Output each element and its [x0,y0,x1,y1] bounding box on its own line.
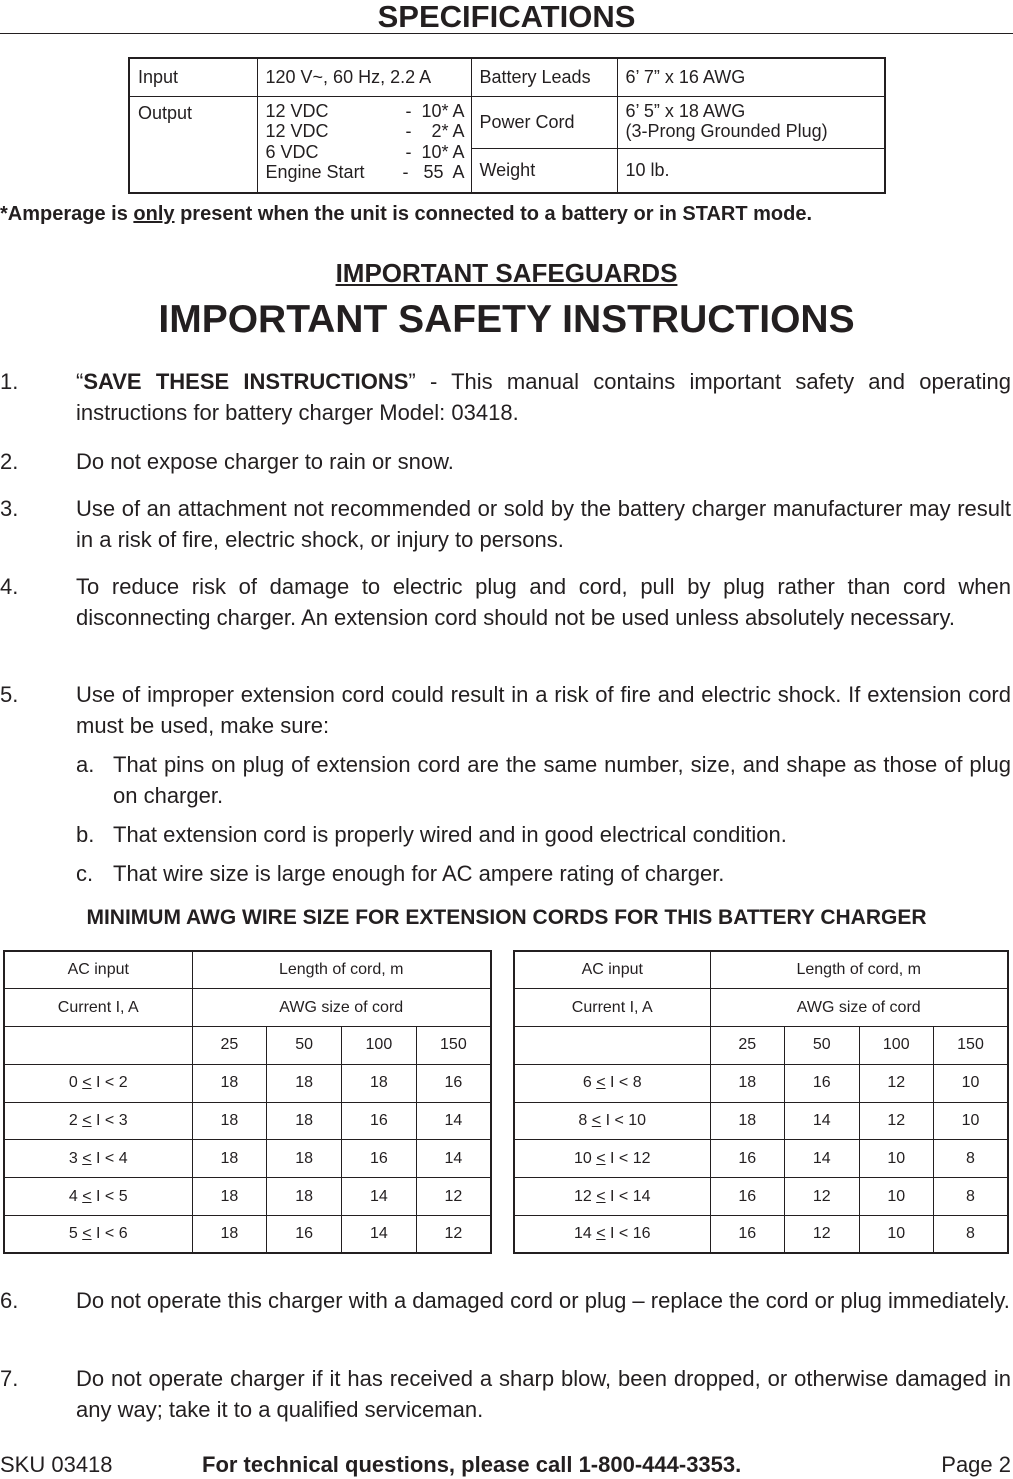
length-cell: 100 [342,1027,417,1065]
awg-cell: 8 [934,1140,1009,1178]
awg-cell: 18 [267,1102,342,1140]
weight-value: 10 lb. [617,148,885,193]
header-row [514,989,1008,1027]
awg-cell: 18 [192,1102,267,1140]
length-cell: 150 [416,1027,491,1065]
page-title: SPECIFICATIONS [0,0,1013,34]
input-label: Input [129,58,257,96]
length-row [4,1027,491,1065]
current-range: 5 < I < 6 [4,1216,192,1254]
awg-cell: 12 [859,1102,934,1140]
awg-cell: 18 [710,1102,785,1140]
output-values [257,96,471,193]
awg-cell: 16 [342,1102,417,1140]
header-cell: Current I, A [514,989,710,1027]
length-cell: 50 [785,1027,860,1065]
awg-cell: 10 [859,1216,934,1254]
table-row [4,1178,491,1216]
awg-cell: 18 [192,1064,267,1102]
awg-cell: 12 [416,1216,491,1254]
list-item: 5. Use of improper extension cord could result in a risk of fire and electric shock. If extension cord must be used, make sure: [0,682,1011,738]
awg-cell: 10 [859,1178,934,1216]
length-cell: 25 [192,1027,267,1065]
list-item: 2. Do not expose charger to rain or snow. [0,449,454,474]
current-range: 2 < I < 3 [4,1102,192,1140]
awg-cell: 8 [934,1216,1009,1254]
table-row [514,1102,1008,1140]
awg-cell: 16 [710,1140,785,1178]
awg-cell: 14 [342,1216,417,1254]
amperage-note: *Amperage is only present when the unit is connected to a battery or in START mode. [0,203,812,225]
awg-cell: 12 [416,1178,491,1216]
current-range: 10 < I < 12 [514,1140,710,1178]
awg-cell: 10 [934,1064,1009,1102]
header-row [4,989,491,1027]
header-cell: AWG size of cord [710,989,1008,1027]
header-row [4,951,491,989]
length-row [514,1027,1008,1065]
awg-cell: 18 [267,1140,342,1178]
power-cord-label: Power Cord [471,96,617,148]
input-value: 120 V~, 60 Hz, 2.2 A [257,58,471,96]
current-range: 4 < I < 5 [4,1178,192,1216]
awg-cell: 12 [859,1064,934,1102]
header-cell: Length of cord, m [710,951,1008,989]
awg-cell: 18 [192,1178,267,1216]
awg-cell: 14 [342,1178,417,1216]
current-range: 14 < I < 16 [514,1216,710,1254]
list-item: 4. To reduce risk of damage to electric plug and cord, pull by plug rather than cord when disconnecting charger. An extension cord should not be used unless absolutely necessary. [0,574,1011,630]
table-row [4,1140,491,1178]
awg-cell: 18 [342,1064,417,1102]
header-cell: Current I, A [4,989,192,1027]
table-row [514,1178,1008,1216]
length-cell: 150 [934,1027,1009,1065]
table-row [514,1064,1008,1102]
list-item: 1. “SAVE THESE INSTRUCTIONS” - This manual contains important safety and operating instructions for battery charger Model: 03418. [0,369,1011,425]
awg-cell: 16 [785,1064,860,1102]
length-cell: 25 [710,1027,785,1065]
empty-cell [4,1027,192,1065]
awg-cell: 16 [710,1216,785,1254]
awg-cell: 14 [416,1102,491,1140]
length-cell: 50 [267,1027,342,1065]
current-range: 12 < I < 14 [514,1178,710,1216]
page-number: Page 2 [941,1452,1011,1477]
battery-leads-label: Battery Leads [471,58,617,96]
length-cell: 100 [859,1027,934,1065]
awg-cell: 18 [267,1064,342,1102]
current-range: 3 < I < 4 [4,1140,192,1178]
output-row: 6 VDC - 10* A [265,141,465,162]
header-cell: AC input [514,951,710,989]
current-range: 0 < I < 2 [4,1064,192,1102]
awg-cell: 18 [267,1178,342,1216]
list-item: 7. Do not operate charger if it has received a sharp blow, been dropped, or otherwise damaged in any way; take it to a qualified serviceman. [0,1366,1011,1422]
awg-table-right [513,950,1009,1254]
awg-table-heading: MINIMUM AWG WIRE SIZE FOR EXTENSION CORDS FOR THIS BATTERY CHARGER [86,906,927,929]
awg-cell: 16 [342,1140,417,1178]
battery-leads-value: 6’ 7” x 16 AWG [617,58,885,96]
output-row: 12 VDC - 2* A [265,121,465,141]
safeguards-heading: IMPORTANT SAFEGUARDS [335,258,678,288]
specifications-table [128,57,886,194]
table-row [4,1102,491,1140]
awg-cell: 12 [785,1178,860,1216]
empty-cell [514,1027,710,1065]
current-range: 8 < I < 10 [514,1102,710,1140]
awg-cell: 16 [416,1064,491,1102]
output-row: Engine Start - 55 A [265,162,465,182]
header-cell: AWG size of cord [192,989,491,1027]
table-row [4,1216,491,1254]
sub-item: c. That wire size is large enough for AC ampere rating of charger. [76,861,725,886]
awg-cell: 10 [934,1102,1009,1140]
awg-cell: 16 [267,1216,342,1254]
awg-cell: 12 [785,1216,860,1254]
awg-cell: 10 [859,1140,934,1178]
table-row [514,1140,1008,1178]
awg-cell: 18 [192,1140,267,1178]
sku: SKU 03418 [0,1452,113,1477]
sub-item: b. That extension cord is properly wired and in good electrical condition. [76,822,787,847]
table-row [514,1216,1008,1254]
awg-cell: 14 [785,1140,860,1178]
header-row [514,951,1008,989]
awg-cell: 16 [710,1178,785,1216]
header-cell: Length of cord, m [192,951,491,989]
output-row: 12 VDC - 10* A [265,100,465,121]
safety-instructions-heading: IMPORTANT SAFETY INSTRUCTIONS [158,298,855,341]
current-range: 6 < I < 8 [514,1064,710,1102]
sub-item: a. That pins on plug of extension cord are the same number, size, and shape as those of plug on charger. [76,752,1011,808]
table-row [4,1064,491,1102]
awg-cell: 8 [934,1178,1009,1216]
list-item: 6. Do not operate this charger with a damaged cord or plug – replace the cord or plug immediately. [0,1288,1010,1313]
awg-cell: 14 [785,1102,860,1140]
header-cell: AC input [4,951,192,989]
awg-cell: 14 [416,1140,491,1178]
awg-cell: 18 [192,1216,267,1254]
weight-label: Weight [471,148,617,193]
power-cord-value: 6’ 5” x 18 AWG (3-Prong Grounded Plug) [617,96,885,148]
phone-note: For technical questions, please call 1-800-444-3353. [202,1452,742,1477]
list-item: 3. Use of an attachment not recommended or sold by the battery charger manufacturer may result in a risk of fire, electric shock, or injury to persons. [0,496,1011,552]
awg-cell: 18 [710,1064,785,1102]
output-label: Output [129,96,257,193]
awg-table-left [3,950,492,1254]
